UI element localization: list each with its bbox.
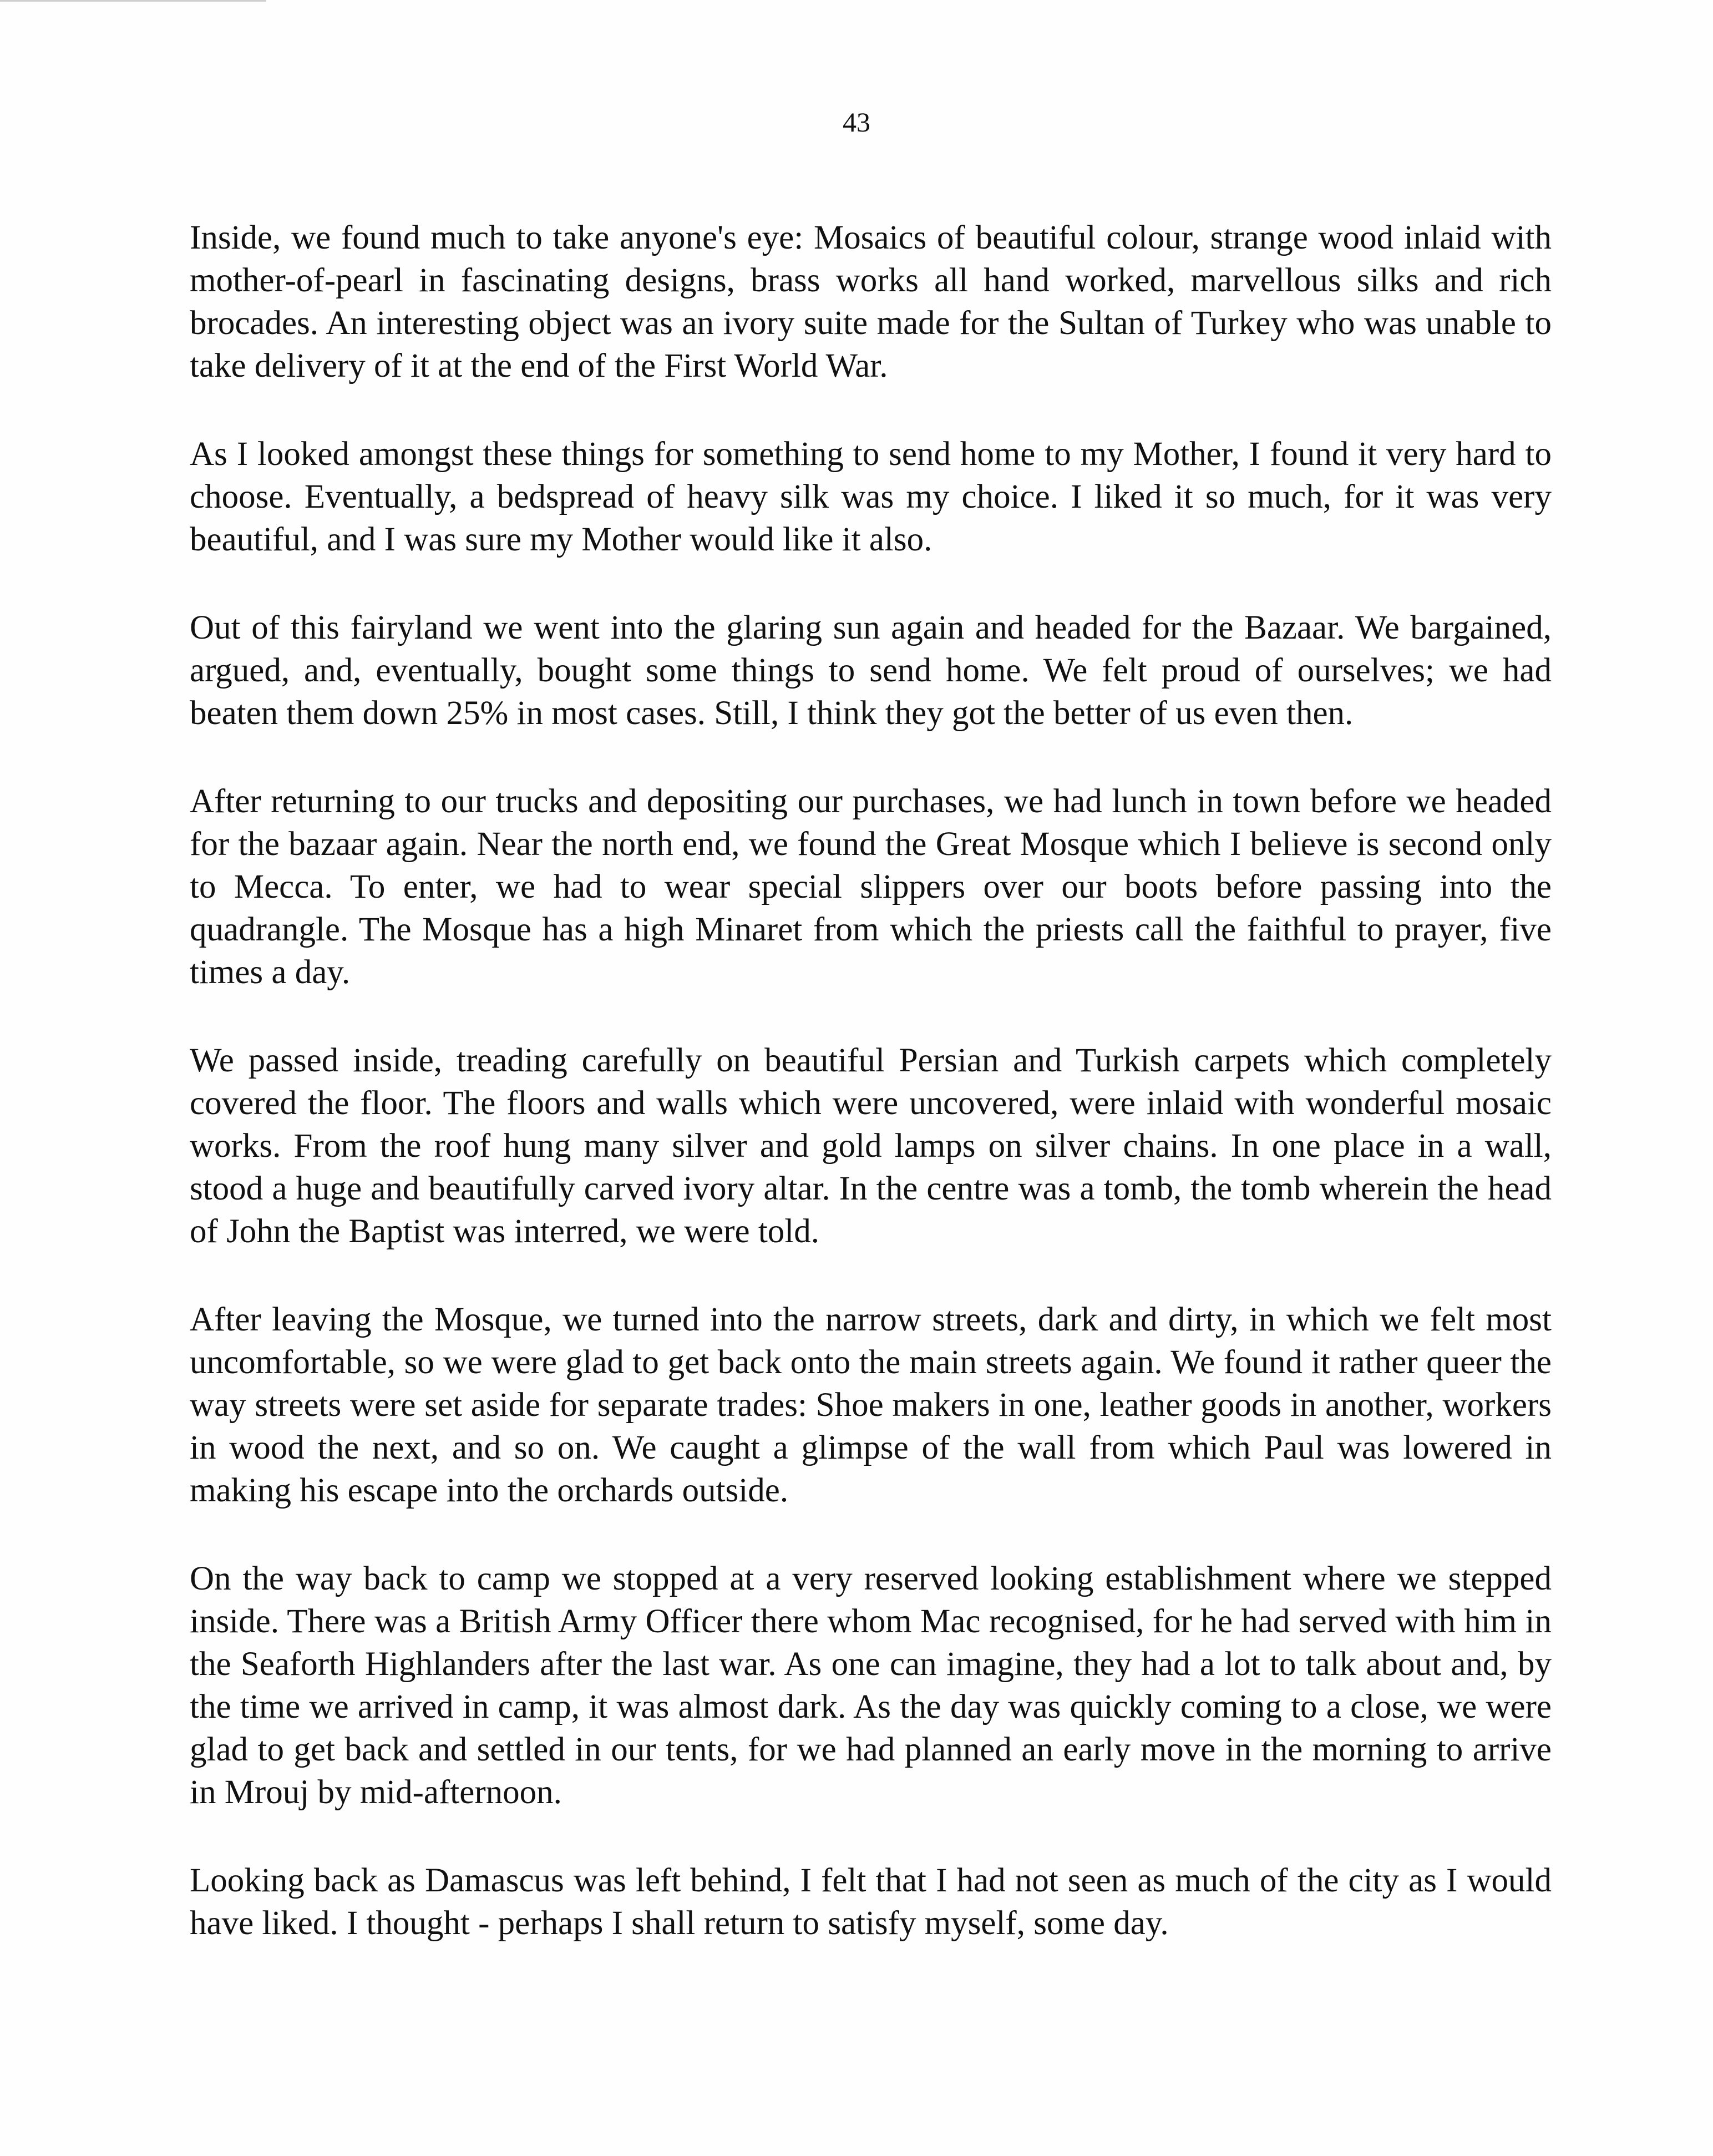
page-number: 43 [843, 107, 870, 138]
paragraph: On the way back to camp we stopped at a very reserved looking establishment where we stepped inside. There was a British Army Officer there whom Mac recognised, for he had served with him in the Seaforth Highlanders after the last war. As one can imagine, they had a lot to talk about and, by the time we arrived in camp, it was almost dark. As the day was quickly coming to a close, we were glad to get back and settled in our tents, for we had planned an early move in the morning to arrive in Mrouj by mid-afternoon. [190, 1560, 1552, 1811]
paragraph: Inside, we found much to take anyone's eye: Mosaics of beautiful colour, strange wood inlaid with mother-of-pearl in fascinating designs, brass works all hand worked, marvellous silks and rich brocades. An interesting object was an ivory suite made for the Sultan of Turkey who was unable to take delivery of it at the end of the First World War. [190, 219, 1552, 384]
paragraph: After returning to our trucks and depositing our purchases, we had lunch in town before we headed for the bazaar again. Near the north end, we found the Great Mosque which I believe is second only to Mecca. To enter, we had to wear special slippers over our boots before passing into the quadrangle. The Mosque has a high Minaret from which the priests call the faithful to prayer, five times a day. [190, 783, 1552, 991]
paragraph: After leaving the Mosque, we turned into the narrow streets, dark and dirty, in which we felt most uncomfortable, so we were glad to get back onto the main streets again. We found it rather queer the way streets were set aside for separate trades: Shoe makers in one, leather goods in another, workers in wood the next, and so on. We caught a glimpse of the wall from which Paul was lowered in making his escape into the orchards outside. [190, 1301, 1552, 1509]
scan-edge-line [0, 0, 266, 2]
paragraph: We passed inside, treading carefully on beautiful Persian and Turkish carpets which completely covered the floor. The floors and walls which were uncovered, were inlaid with wonderful mosaic works. From the roof hung many silver and gold lamps on silver chains. In one place in a wall, stood a huge and beautifully carved ivory altar. In the centre was a tomb, the tomb wherein the head of John the Baptist was interred, we were told. [190, 1042, 1552, 1250]
paragraph: As I looked amongst these things for something to send home to my Mother, I found it very hard to choose. Eventually, a bedspread of heavy silk was my choice. I liked it so much, for it was very beautiful, and I was sure my Mother would like it also. [190, 436, 1552, 558]
paragraph: Out of this fairyland we went into the glaring sun again and headed for the Bazaar. We bargained, argued, and, eventually, bought some things to send home. We felt proud of ourselves; we had beaten them down 25% in most cases. Still, I think they got the better of us even then. [190, 609, 1552, 732]
paragraph: Looking back as Damascus was left behind, I felt that I had not seen as much of the city as I would have liked. I thought - perhaps I shall return to satisfy myself, some day. [190, 1862, 1552, 1942]
body-text [190, 216, 1552, 1945]
